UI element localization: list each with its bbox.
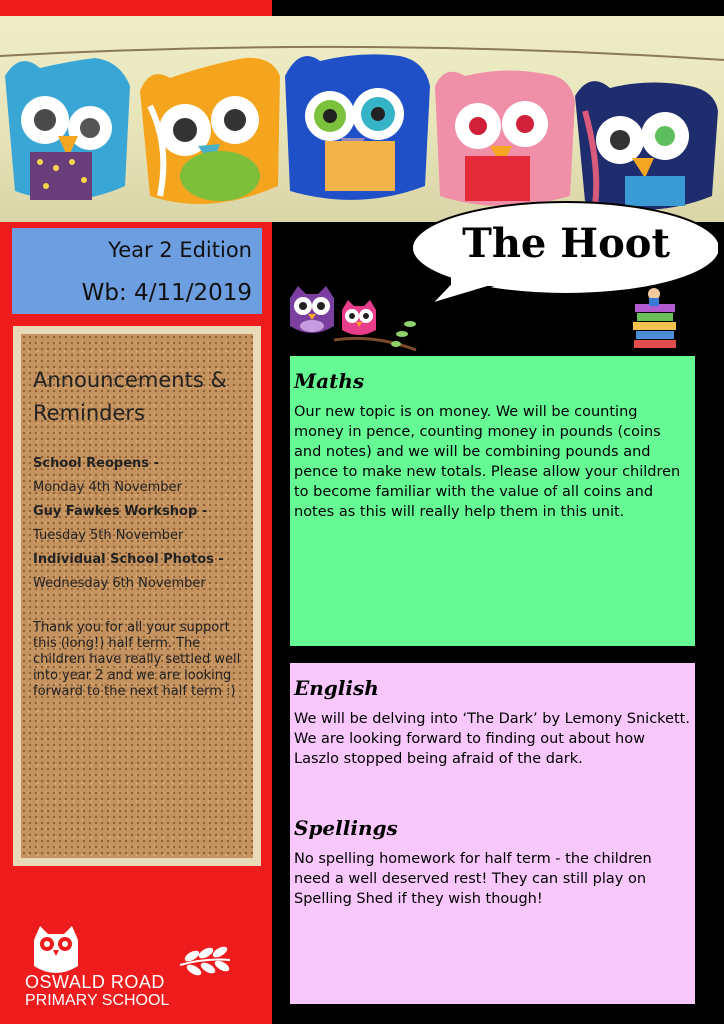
book-stack-icon bbox=[630, 284, 680, 354]
thank-you-message: Thank you for all your support this (long!) half term. The children have really settled well into year 2 and we are looking forward to the next half term :) bbox=[33, 620, 241, 699]
english-section bbox=[290, 663, 695, 1004]
announcement-date: Monday 4th November bbox=[33, 480, 182, 495]
school-name-line2: PRIMARY SCHOOL bbox=[25, 992, 170, 1009]
announcement-heading: School Reopens - bbox=[33, 456, 159, 471]
announcements-board bbox=[13, 326, 261, 866]
school-name-line1: OSWALD ROAD bbox=[25, 972, 165, 992]
cork-board bbox=[21, 334, 253, 858]
maths-body: Our new topic is on money. We will be counting money in pence, counting money in pounds (coins and notes) and we will be combining pounds and pence to make new totals. Please allow your children to become familiar with the value of all coins and notes as this will really help them in this unit. bbox=[294, 404, 681, 520]
newsletter-title: The Hoot bbox=[462, 220, 670, 267]
announcement-date: Wednesday 6th November bbox=[33, 576, 206, 591]
owls-on-branch-icon bbox=[284, 278, 424, 358]
owl-logo-icon bbox=[20, 920, 260, 980]
week-beginning-date: Wb: 4/11/2019 bbox=[81, 280, 252, 306]
edition-box bbox=[12, 228, 262, 314]
english-title: English bbox=[294, 676, 379, 700]
owl-icon bbox=[435, 70, 575, 206]
owl-icon bbox=[5, 58, 130, 200]
announcement-date: Tuesday 5th November bbox=[33, 528, 184, 543]
english-body: We will be delving into ‘The Dark’ by Lemony Snickett. We are looking forward to finding out about how Laszlo stopped being afraid of the dark. bbox=[294, 711, 690, 767]
owl-icon bbox=[140, 58, 280, 204]
spellings-title: Spellings bbox=[294, 816, 398, 840]
maths-title: Maths bbox=[294, 369, 365, 393]
owl-bunting-icon bbox=[0, 16, 724, 222]
edition-label: Year 2 Edition bbox=[108, 238, 252, 262]
announcement-heading: Individual School Photos - bbox=[33, 552, 224, 567]
announcements-title: Announcements & Reminders bbox=[33, 368, 227, 425]
owl-icon bbox=[575, 81, 718, 210]
spellings-body: No spelling homework for half term - the children need a well deserved rest! They can still play on Spelling Shed if they wish though! bbox=[294, 851, 652, 907]
maths-section bbox=[290, 356, 695, 646]
school-logo bbox=[20, 920, 260, 1015]
announcement-heading: Guy Fawkes Workshop - bbox=[33, 504, 208, 519]
owl-bunting-banner bbox=[0, 16, 724, 222]
owl-icon bbox=[285, 54, 430, 200]
